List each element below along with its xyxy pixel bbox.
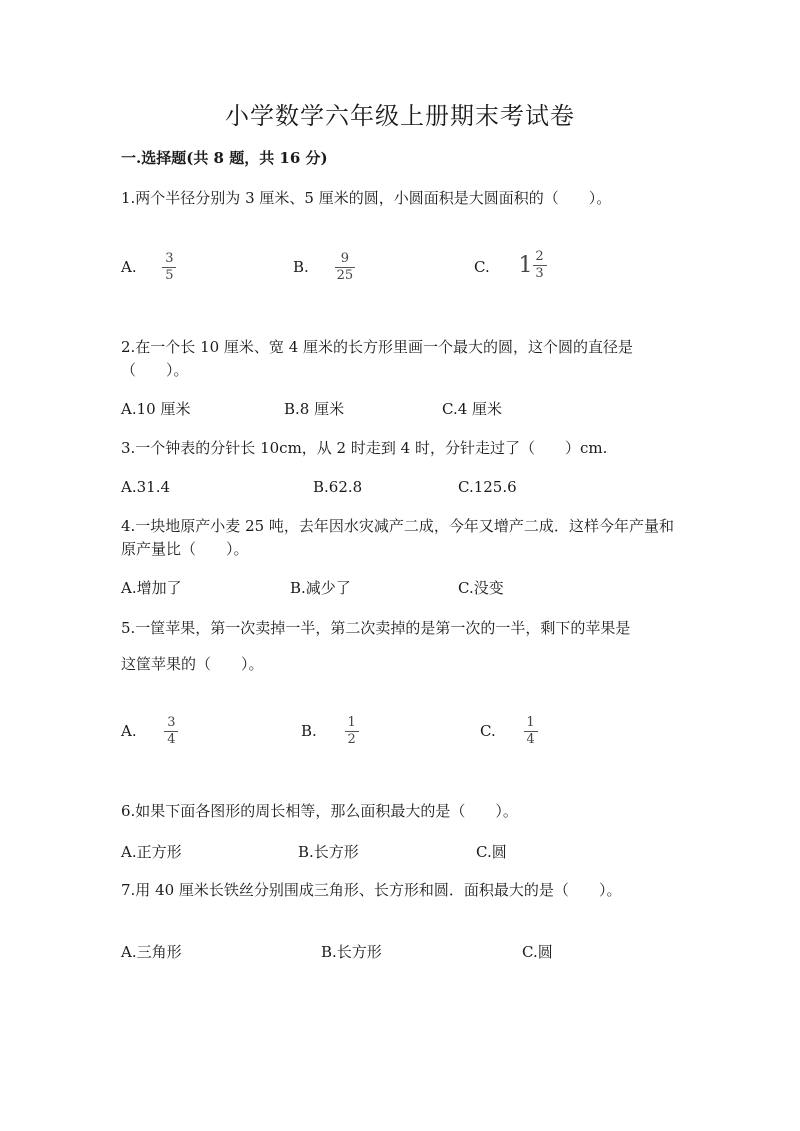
q3-option-a[interactable]: A.31.4 [121, 478, 170, 496]
fraction [525, 716, 537, 747]
option-letter: A. [121, 257, 137, 276]
question-1: 1.两个半径分别为 3 厘米、5 厘米的圆，小圆面积是大圆面积的（ ）。 [121, 189, 612, 207]
q7-option-b[interactable]: B.长方形 [321, 943, 382, 961]
q3-option-c[interactable]: C.125.6 [458, 478, 517, 496]
question-7: 7.用 40 厘米长铁丝分别围成三角形、长方形和圆．面积最大的是（ ）。 [121, 881, 622, 899]
denominator: 2 [347, 732, 356, 747]
denominator: 5 [165, 268, 174, 283]
q2-option-c[interactable]: C.4 厘米 [442, 400, 503, 418]
option-letter: A. [121, 721, 137, 740]
q6-option-b[interactable]: B.长方形 [298, 843, 359, 861]
question-5-line-1: 5.一筐苹果，第一次卖掉一半，第二次卖掉的是第一次的一半，剩下的苹果是 [121, 619, 631, 637]
q4-option-a[interactable]: A.增加了 [121, 579, 182, 597]
denominator: 4 [167, 732, 176, 747]
q2-option-b[interactable]: B.8 厘米 [284, 400, 345, 418]
q4-option-b[interactable]: B.减少了 [290, 579, 351, 597]
option-letter: B. [293, 257, 309, 276]
question-3: 3.一个钟表的分针长 10cm，从 2 时走到 4 时，分针走过了（ ）cm. [121, 439, 608, 457]
whole-part: 1 [518, 253, 533, 278]
q1-option-a[interactable] [121, 252, 175, 283]
question-4: 4.一块地原产小麦 25 吨，去年因水灾减产二成，今年又增产二成．这样今年产量和原产量比（ ）。 [121, 517, 674, 558]
q2-option-a[interactable]: A.10 厘米 [121, 400, 191, 418]
q7-option-c[interactable]: C.圆 [522, 943, 553, 961]
q4-option-c[interactable]: C.没变 [458, 579, 504, 597]
q6-option-a[interactable]: A.正方形 [121, 843, 182, 861]
q1-option-b[interactable] [293, 252, 354, 283]
numerator: 1 [526, 715, 535, 730]
numerator: 9 [340, 251, 349, 266]
denominator: 4 [526, 732, 535, 747]
option-letter: B. [301, 721, 317, 740]
numerator: 3 [165, 251, 174, 266]
question-5-line-2: 这筐苹果的（ ）。 [121, 655, 264, 673]
q6-option-c[interactable]: C.圆 [476, 843, 507, 861]
option-letter: C. [480, 721, 496, 740]
numerator: 2 [535, 249, 544, 264]
question-2: 2.在一个长 10 厘米、宽 4 厘米的长方形里画一个最大的圆，这个圆的直径是（ ）。 [121, 338, 634, 379]
fraction [163, 252, 175, 283]
mixed-number [519, 250, 546, 281]
page-title: 小学数学六年级上册期末考试卷 [225, 102, 575, 130]
denominator: 3 [535, 266, 544, 281]
fraction [534, 250, 546, 281]
option-letter: C. [474, 258, 490, 276]
fraction [336, 252, 355, 283]
numerator: 1 [347, 715, 356, 730]
fraction [165, 716, 177, 747]
q3-option-b[interactable]: B.62.8 [313, 478, 363, 496]
fraction [346, 716, 358, 747]
q5-option-b[interactable] [301, 716, 358, 747]
numerator: 3 [167, 715, 176, 730]
section-heading: 一.选择题(共 8 题，共 16 分) [121, 149, 328, 167]
q5-option-a[interactable] [121, 716, 177, 747]
q1-option-c[interactable] [474, 250, 546, 281]
q7-option-a[interactable]: A.三角形 [121, 943, 182, 961]
question-6: 6.如果下面各图形的周长相等，那么面积最大的是（ ）。 [121, 802, 518, 820]
denominator: 25 [336, 268, 354, 283]
q5-option-c[interactable] [480, 716, 537, 747]
